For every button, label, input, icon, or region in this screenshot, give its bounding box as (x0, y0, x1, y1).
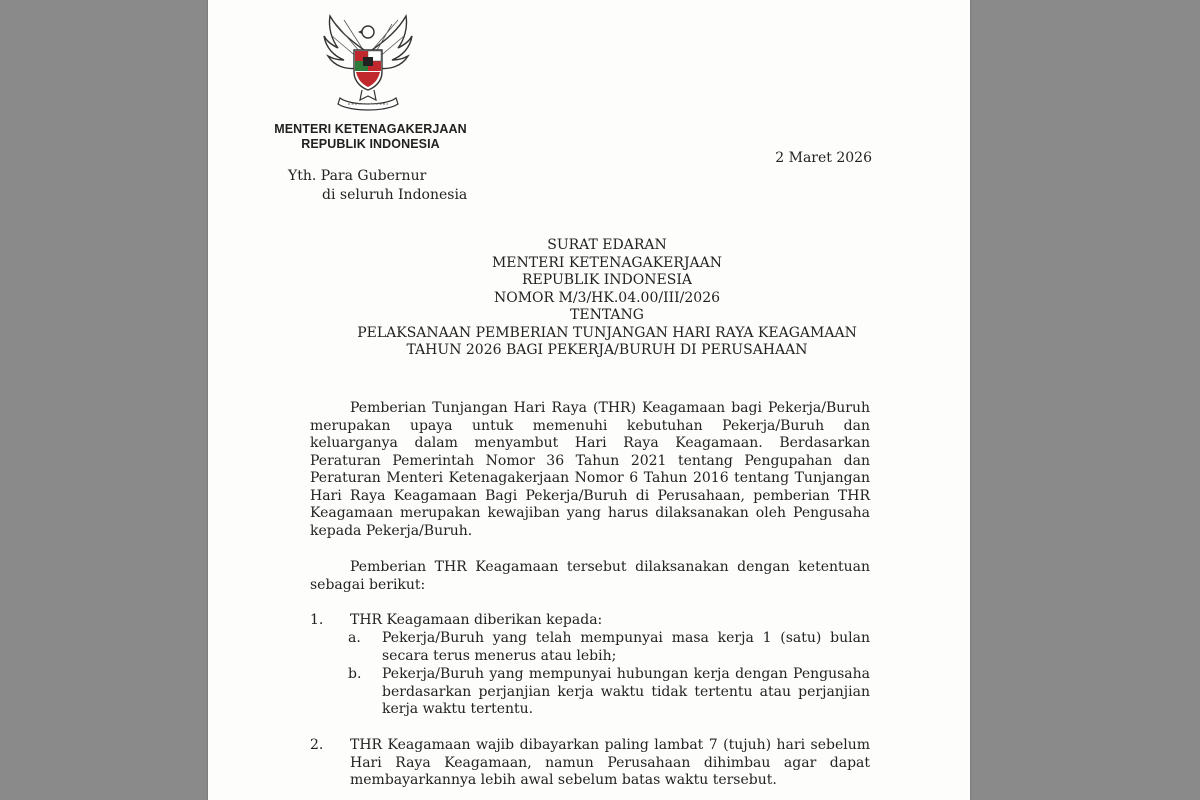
heading-line-5: TENTANG (570, 307, 644, 323)
circular-heading (208, 237, 1008, 360)
heading-line-3: REPUBLIK INDONESIA (522, 272, 692, 288)
list-item-1-number: 1. (310, 612, 324, 628)
heading-line-7: TAHUN 2026 BAGI PEKERJA/BURUH DI PERUSAHAAN (406, 342, 808, 358)
list-item-2-number: 2. (310, 737, 324, 753)
body-paragraph-2: Pemberian THR Keagamaan tersebut dilaksanakan dengan ketentuan sebagai berikut: (310, 559, 870, 593)
list-item-2-text: THR Keagamaan wajib dibayarkan paling lambat 7 (tujuh) hari sebelum Hari Raya Keagamaan, namun Perusahaan dihimbau agar dapat membayarkannya lebih awal sebelum batas waktu tersebut. (350, 737, 870, 788)
addressee-line-1: Yth. Para Gubernur (288, 168, 427, 184)
ministry-line-2: REPUBLIK INDONESIA (301, 137, 440, 151)
list-item-1-text: THR Keagamaan diberikan kepada: (350, 612, 603, 628)
body-paragraph-1: Pemberian Tunjangan Hari Raya (THR) Keagamaan bagi Pekerja/Buruh merupakan upaya untuk memenuhi kebutuhan Pekerja/Buruh dan keluarganya dalam menyambut Hari Raya Keagamaan. Berdasarkan Peraturan Pemerintah Nomor 36 Tahun 2021 tentang Pengupahan dan Peraturan Menteri Ketenagakerjaan Nomor 6 Tahun 2016 tentang Tunjangan Hari Raya Keagamaan Bagi Pekerja/Buruh di Perusahaan, pemberian THR Keagamaan merupakan kewajiban yang harus dilaksanakan oleh Pengusaha kepada Pekerja/Buruh. (310, 400, 870, 539)
sub-a-letter: a. (348, 630, 361, 646)
document-page (208, 0, 970, 800)
sub-b-letter: b. (348, 666, 362, 682)
ministry-letterhead (263, 122, 478, 152)
addressee-line-2: di seluruh Indonesia (322, 187, 468, 203)
heading-line-1: SURAT EDARAN (547, 237, 667, 253)
addressee (288, 167, 467, 205)
heading-line-2: MENTERI KETENAGAKERJAAN (491, 254, 723, 271)
garuda-emblem-icon (320, 10, 416, 114)
sub-b-text: Pekerja/Buruh yang mempunyai hubungan kerja dengan Pengusaha berdasarkan perjanjian kerja waktu tidak tertentu atau perjanjian kerja waktu tertentu. (382, 666, 870, 717)
sub-a-text: Pekerja/Buruh yang telah mempunyai masa kerja 1 (satu) bulan secara terus menerus atau lebih; (382, 630, 870, 664)
ministry-line-1: MENTERI KETENAGAKERJAAN (274, 122, 467, 136)
heading-line-4: NOMOR M/3/HK.04.00/III/2026 (493, 289, 721, 306)
letter-date: 2 Maret 2026 (775, 150, 872, 166)
heading-line-6: PELAKSANAAN PEMBERIAN TUNJANGAN HARI RAYA KEAGAMAAN (357, 324, 857, 341)
